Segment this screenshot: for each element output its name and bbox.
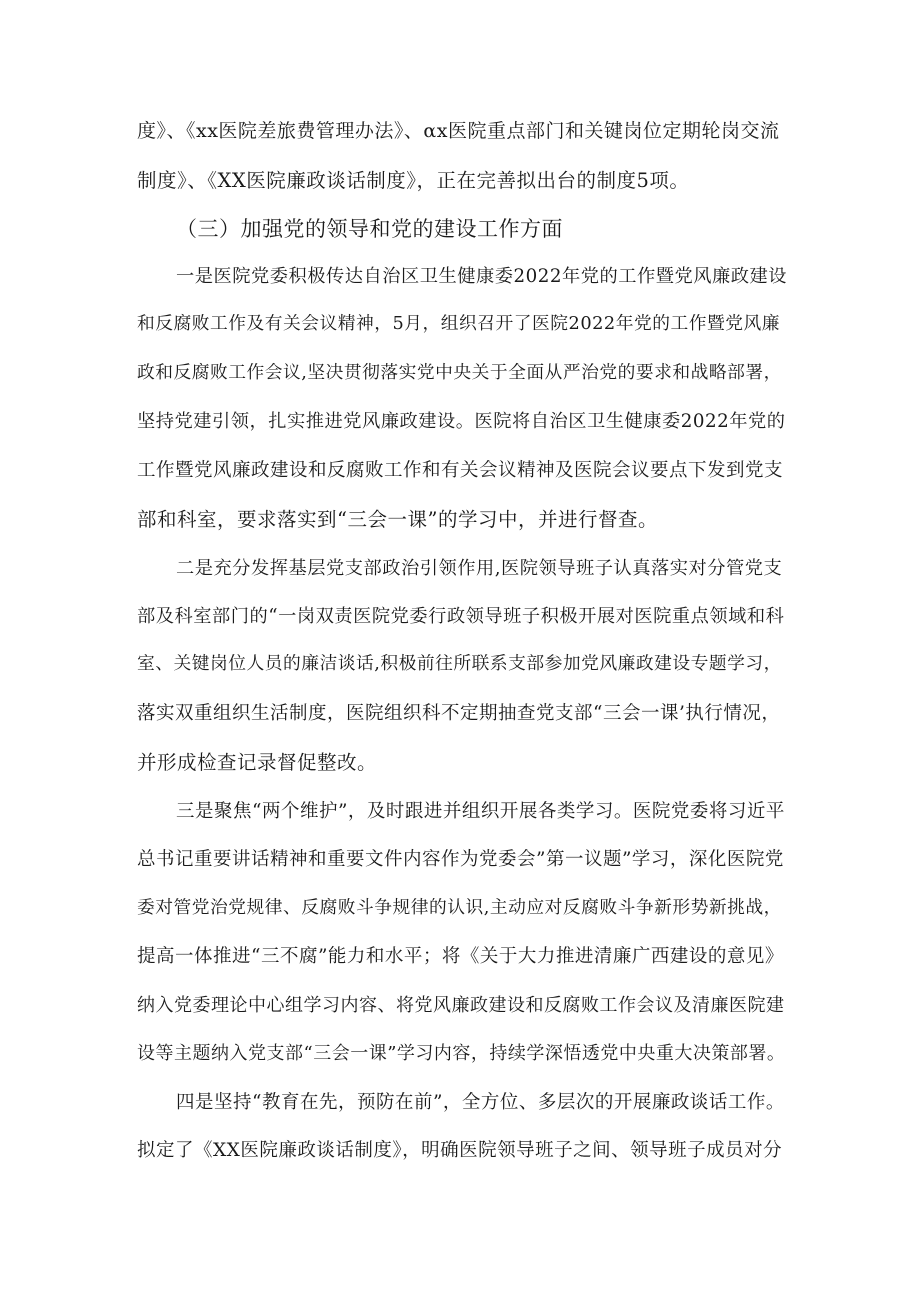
text-line: 政和反腐败工作会议,坚决贯彻落实党中央关于全面从严治党的要求和战略部署，	[137, 363, 782, 383]
text-line: 三是聚焦“两个维护”，及时跟进并组织开展各类学习。医院党委将习近平	[176, 801, 785, 822]
section-heading: （三）加强党的领导和党的建设工作方面	[176, 217, 563, 241]
text-line: 度》、《xx医院差旅费管理办法》、αx医院重点部门和关键岗位定期轮岗交流	[137, 120, 780, 142]
text-line: 纳入党委理论中心组学习内容、将党风廉政建设和反腐败工作会议及清廉医院建	[137, 995, 785, 1016]
text-line: 并形成检查记录督促整改。	[137, 751, 378, 774]
text-line: 委对管党治党规律、反腐败斗争规律的认识,主动应对反腐败斗争新形势新挑战，	[137, 898, 782, 918]
text-line: 二是充分发挥基层党支部政治引领作用,医院领导班子认真落实对分管党支	[176, 558, 783, 579]
text-line: 和反腐败工作及有关会议精神，5月，组织召开了医院2022年党的工作暨党风廉	[137, 314, 780, 334]
text-line: 落实双重组织生活制度，医院组织科不定期抽查党支部“三会一课’执行情况，	[137, 703, 781, 724]
text-line: 工作暨党风廉政建设和反腐败工作和有关会议精神及医院会议要点下发到党支	[137, 460, 784, 481]
text-line: 拟定了《XX医院廉政谈话制度》，明确医院领导班子之间、领导班子成员对分	[137, 1140, 783, 1161]
text-line: 坚持党建引领，扎实推进党风廉政建设。医院将自治区卫生健康委2022年党的	[137, 411, 786, 432]
text-line: 部及科室部门的“一岗双责医院党委行政领导班子积极开展对医院重点领域和科	[137, 606, 785, 627]
text-line: 制度》、《XX医院廉政谈话制度》，正在完善拟出台的制度5项。	[137, 169, 690, 192]
text-line: 四是坚持“教育在先，预防在前”，全方位、多层次的开展廉政谈话工作。	[176, 1092, 785, 1113]
text-line: 一是医院党委积极传达自治区卫生健康委2022年党的工作暨党风廉政建设	[176, 266, 787, 287]
text-line: 室、关键岗位人员的廉洁谈话,积极前往所联系支部参加党风廉政建设专题学习，	[137, 654, 782, 674]
text-line: 部和科室，要求落实到“三会一课”的学习中，并进行督查。	[137, 508, 658, 531]
text-line: 设等主题纳入党支部“三会一课”学习内容，持续学深悟透党中央重大决策部署。	[137, 1043, 786, 1064]
text-line: 提高一体推进“三不腐”能力和水平；将《关于大力推进清廉广西建设的意见》	[137, 946, 784, 967]
text-line: 总书记重要讲话精神和重要文件内容作为党委会”第一议题”学习，深化医院党	[137, 849, 784, 870]
